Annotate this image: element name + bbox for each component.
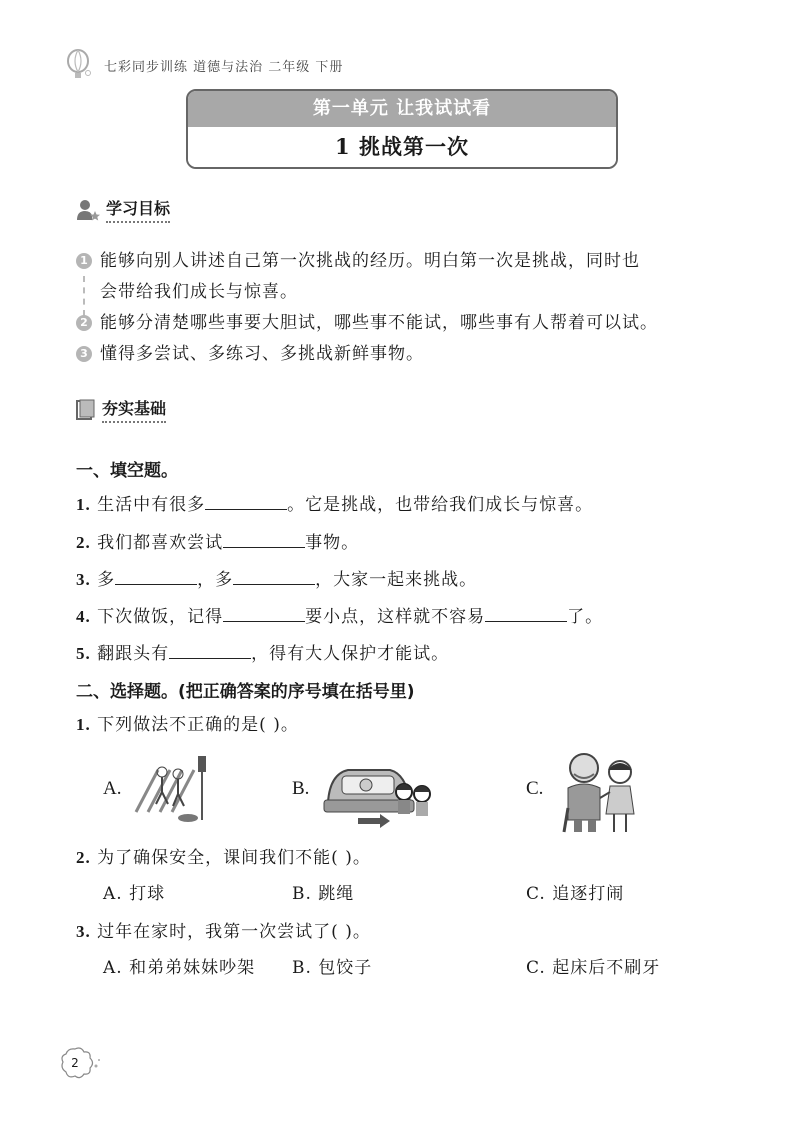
fill-title: 一、填空题。 <box>76 461 178 481</box>
objective-number: 2 <box>76 315 92 331</box>
page-header <box>66 48 343 82</box>
basics-label: 夯实基础 <box>102 396 166 423</box>
choice-question-3 <box>76 920 371 944</box>
fill-question-1 <box>76 491 593 517</box>
choice-question-2 <box>76 846 371 870</box>
balloon-icon <box>66 49 94 81</box>
objective-item <box>76 246 658 308</box>
answer-blank[interactable] <box>485 603 567 622</box>
option-b: B. 跳绳 <box>292 884 355 904</box>
option-b: B. 包饺子 <box>292 958 373 978</box>
answer-blank[interactable] <box>115 566 197 585</box>
question-number: 5. <box>76 644 91 663</box>
title-box <box>186 89 618 169</box>
question-text: 下次做饭，记得 <box>97 607 224 627</box>
crosswalk-illustration <box>128 750 214 826</box>
option-b-label: B. <box>292 778 310 799</box>
question-number: 1. <box>76 715 91 734</box>
question-text: 了。 <box>567 607 604 627</box>
option-a: A. 打球 <box>103 884 166 904</box>
question-text: 过年在家时，我第一次尝试了( )。 <box>97 922 371 942</box>
question-number: 1. <box>76 495 91 514</box>
question-text: 生活中有很多 <box>97 495 206 515</box>
question-number: 2. <box>76 848 91 867</box>
objective-item <box>76 308 658 339</box>
question-text: 事物。 <box>305 533 360 553</box>
option-c: C. 起床后不刷牙 <box>526 958 661 978</box>
question-text: 为了确保安全，课间我们不能( )。 <box>97 848 371 868</box>
answer-blank[interactable] <box>233 566 315 585</box>
option-c-label: C. <box>526 778 544 799</box>
question-text: 。它是挑战，也带给我们成长与惊喜。 <box>287 495 594 515</box>
question-text: 我们都喜欢尝试 <box>97 533 224 553</box>
objective-number: 3 <box>76 346 92 362</box>
objectives-list <box>76 246 658 370</box>
answer-blank[interactable] <box>169 640 251 659</box>
person-star-icon <box>76 199 100 221</box>
page-number: 2 <box>71 1056 79 1070</box>
elder-child-illustration <box>556 748 642 834</box>
option-a: A. 和弟弟妹妹吵架 <box>103 958 256 978</box>
question-number: 3. <box>76 570 91 589</box>
choice-question-1 <box>76 713 299 737</box>
fill-question-5 <box>76 640 449 666</box>
book-icon <box>76 399 96 421</box>
question-number: 2. <box>76 533 91 552</box>
lesson-title: 1 挑战第一次 <box>188 127 616 167</box>
question-number: 4. <box>76 607 91 626</box>
choice-title: 二、选择题。(把正确答案的序号填在括号里) <box>76 682 415 702</box>
objective-text: 懂得多尝试、多练习、多挑战新鲜事物。 <box>100 344 424 364</box>
objective-item <box>76 339 658 370</box>
fill-question-2 <box>76 529 359 555</box>
unit-title: 第一单元 让我试试看 <box>188 91 616 127</box>
objective-number: 1 <box>76 253 92 269</box>
objectives-heading <box>76 196 170 223</box>
answer-blank[interactable] <box>223 529 305 548</box>
header-text: 七彩同步训练 道德与法治 二年级 下册 <box>104 59 344 75</box>
answer-blank[interactable] <box>223 603 305 622</box>
objective-text: 能够分清楚哪些事要大胆试，哪些事不能试，哪些事有人帮着可以试。 <box>100 313 658 333</box>
question-number: 3. <box>76 922 91 941</box>
fill-question-4 <box>76 603 603 629</box>
question-text: 翻跟头有 <box>97 644 170 664</box>
objective-text: 会带给我们成长与惊喜。 <box>100 282 298 302</box>
car-children-illustration <box>318 752 442 828</box>
question-text: ，多 <box>197 570 234 590</box>
question-text: ，得有大人保护才能试。 <box>251 644 450 664</box>
option-a-label: A. <box>103 778 122 799</box>
question-text: 多 <box>97 570 116 590</box>
question-text: 下列做法不正确的是( )。 <box>97 715 299 735</box>
fill-question-3 <box>76 566 477 592</box>
basics-heading <box>76 396 166 423</box>
objectives-label: 学习目标 <box>106 196 170 223</box>
objective-text: 能够向别人讲述自己第一次挑战的经历。明白第一次是挑战，同时也 <box>100 251 640 271</box>
question-text: ，大家一起来挑战。 <box>315 570 478 590</box>
option-c: C. 追逐打闹 <box>526 884 625 904</box>
answer-blank[interactable] <box>205 491 287 510</box>
question-text: 要小点，这样就不容易 <box>305 607 486 627</box>
